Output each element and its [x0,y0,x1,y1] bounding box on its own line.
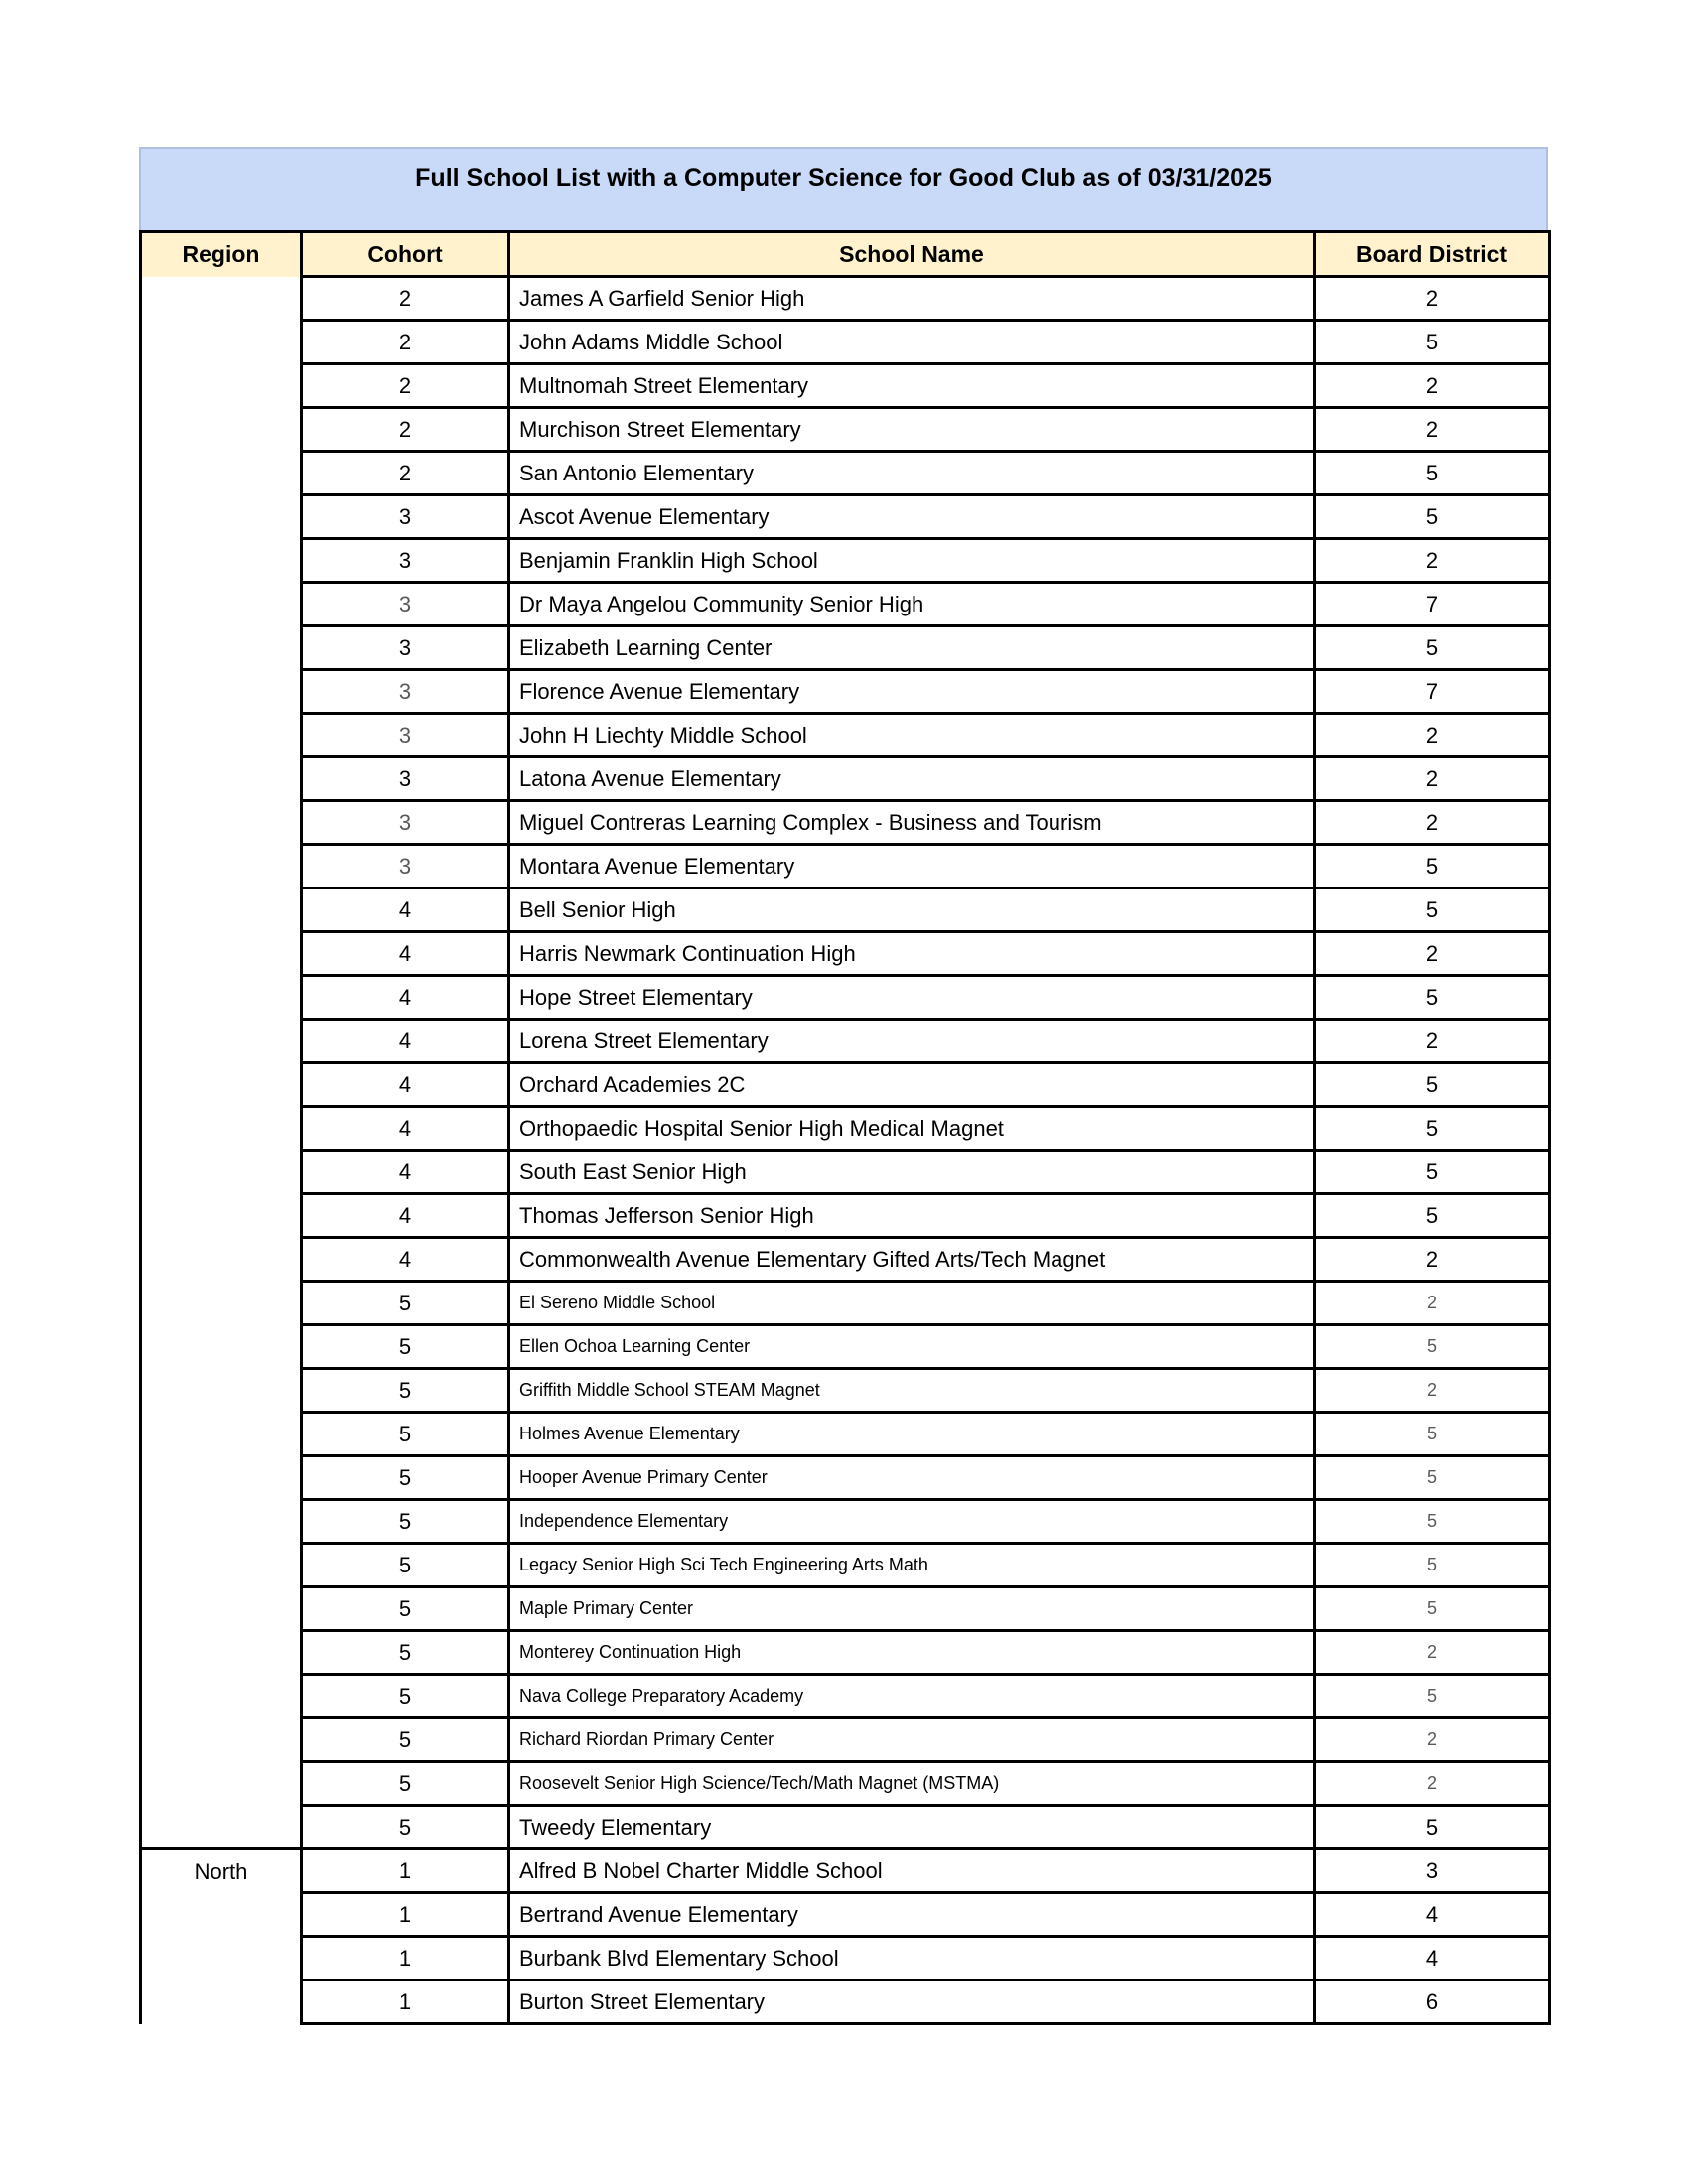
school-name-cell: Monterey Continuation High [509,1631,1315,1675]
school-name-cell: Dr Maya Angelou Community Senior High [509,583,1315,626]
school-name-cell: El Sereno Middle School [509,1282,1315,1325]
board-district-cell: 3 [1315,1849,1550,1893]
board-district-cell: 5 [1315,1107,1550,1151]
cohort-cell: 4 [302,932,509,976]
column-header-school-name: School Name [509,232,1315,277]
school-name-cell: John Adams Middle School [509,321,1315,364]
school-name-cell: Murchison Street Elementary [509,408,1315,452]
board-district-cell: 7 [1315,583,1550,626]
cohort-cell: 2 [302,408,509,452]
table-row [141,277,1550,321]
table-row [141,452,1550,495]
school-name-cell: Montara Avenue Elementary [509,845,1315,888]
board-district-cell: 5 [1315,1413,1550,1456]
school-name-cell: Bell Senior High [509,888,1315,932]
school-name-cell: Harris Newmark Continuation High [509,932,1315,976]
table-row [141,757,1550,801]
school-name-cell: Maple Primary Center [509,1587,1315,1631]
cohort-cell: 3 [302,626,509,670]
cohort-cell: 3 [302,670,509,714]
board-district-cell: 2 [1315,1282,1550,1325]
board-district-cell: 7 [1315,670,1550,714]
cohort-cell: 4 [302,1020,509,1063]
school-name-cell: South East Senior High [509,1151,1315,1194]
board-district-cell: 5 [1315,1587,1550,1631]
school-name-cell: Alfred B Nobel Charter Middle School [509,1849,1315,1893]
school-name-cell: Commonwealth Avenue Elementary Gifted Arts/Tech Magnet [509,1238,1315,1282]
table-row [141,1107,1550,1151]
table-row [141,1849,1550,1893]
school-name-cell: Orchard Academies 2C [509,1063,1315,1107]
board-district-cell: 2 [1315,408,1550,452]
cohort-cell: 4 [302,976,509,1020]
cohort-cell: 2 [302,452,509,495]
table-row [141,1194,1550,1238]
cohort-cell: 5 [302,1325,509,1369]
cohort-cell: 4 [302,1151,509,1194]
table-row [141,1500,1550,1544]
school-name-cell: Florence Avenue Elementary [509,670,1315,714]
board-district-cell: 4 [1315,1893,1550,1937]
school-name-cell: Burbank Blvd Elementary School [509,1937,1315,1980]
school-name-cell: Miguel Contreras Learning Complex - Business and Tourism [509,801,1315,845]
board-district-cell: 5 [1315,1500,1550,1544]
cohort-cell: 1 [302,1893,509,1937]
cohort-cell: 5 [302,1369,509,1413]
table-row [141,1893,1550,1937]
table-row [141,408,1550,452]
board-district-cell: 2 [1315,1369,1550,1413]
board-district-cell: 4 [1315,1937,1550,1980]
cohort-cell: 5 [302,1587,509,1631]
cohort-cell: 5 [302,1544,509,1587]
school-name-cell: Hope Street Elementary [509,976,1315,1020]
table-row [141,1456,1550,1500]
table-row [141,583,1550,626]
column-header-region: Region [141,232,302,277]
table-row [141,1020,1550,1063]
school-name-cell: Hooper Avenue Primary Center [509,1456,1315,1500]
cohort-cell: 4 [302,888,509,932]
board-district-cell: 5 [1315,1151,1550,1194]
cohort-cell: 3 [302,539,509,583]
table-row [141,1151,1550,1194]
board-district-cell: 5 [1315,495,1550,539]
table-row [141,932,1550,976]
board-district-cell: 2 [1315,364,1550,408]
cohort-cell: 1 [302,1937,509,1980]
cohort-cell: 2 [302,277,509,321]
school-name-cell: Tweedy Elementary [509,1806,1315,1849]
table-row [141,1806,1550,1849]
table-row [141,495,1550,539]
cohort-cell: 3 [302,583,509,626]
table-row [141,626,1550,670]
school-name-cell: Benjamin Franklin High School [509,539,1315,583]
board-district-cell: 2 [1315,1718,1550,1762]
cohort-cell: 4 [302,1063,509,1107]
school-name-cell: Holmes Avenue Elementary [509,1413,1315,1456]
board-district-cell: 2 [1315,1238,1550,1282]
board-district-cell: 5 [1315,1325,1550,1369]
cohort-cell: 5 [302,1806,509,1849]
board-district-cell: 5 [1315,976,1550,1020]
table-body [141,277,1550,2024]
board-district-cell: 2 [1315,1762,1550,1806]
cohort-cell: 5 [302,1413,509,1456]
cohort-cell: 4 [302,1107,509,1151]
table-row [141,1631,1550,1675]
spreadsheet [139,147,1548,2025]
school-name-cell: Independence Elementary [509,1500,1315,1544]
school-name-cell: Elizabeth Learning Center [509,626,1315,670]
school-name-cell: Latona Avenue Elementary [509,757,1315,801]
sheet-title: Full School List with a Computer Science for Good Club as of 03/31/2025 [139,147,1548,230]
table-row [141,1937,1550,1980]
cohort-cell: 2 [302,321,509,364]
cohort-cell: 4 [302,1194,509,1238]
region-cell: North [141,1849,302,2024]
table-row [141,714,1550,757]
school-name-cell: Ascot Avenue Elementary [509,495,1315,539]
table-row [141,1980,1550,2024]
cohort-cell: 3 [302,495,509,539]
board-district-cell: 2 [1315,932,1550,976]
school-name-cell: Richard Riordan Primary Center [509,1718,1315,1762]
board-district-cell: 2 [1315,714,1550,757]
column-header-cohort: Cohort [302,232,509,277]
cohort-cell: 5 [302,1718,509,1762]
board-district-cell: 2 [1315,277,1550,321]
board-district-cell: 2 [1315,1631,1550,1675]
table-row [141,321,1550,364]
school-name-cell: Ellen Ochoa Learning Center [509,1325,1315,1369]
table-row [141,1369,1550,1413]
board-district-cell: 5 [1315,1456,1550,1500]
school-name-cell: Roosevelt Senior High Science/Tech/Math Magnet (MSTMA) [509,1762,1315,1806]
school-name-cell: Lorena Street Elementary [509,1020,1315,1063]
region-cell [141,277,302,1849]
school-name-cell: Orthopaedic Hospital Senior High Medical Magnet [509,1107,1315,1151]
cohort-cell: 5 [302,1456,509,1500]
board-district-cell: 2 [1315,757,1550,801]
table-row [141,845,1550,888]
board-district-cell: 5 [1315,888,1550,932]
table-row [141,1282,1550,1325]
school-name-cell: James A Garfield Senior High [509,277,1315,321]
school-name-cell: Nava College Preparatory Academy [509,1675,1315,1718]
cohort-cell: 5 [302,1282,509,1325]
school-name-cell: Griffith Middle School STEAM Magnet [509,1369,1315,1413]
school-table [139,230,1551,2025]
school-name-cell: Burton Street Elementary [509,1980,1315,2024]
cohort-cell: 1 [302,1849,509,1893]
table-row [141,1238,1550,1282]
table-row [141,801,1550,845]
board-district-cell: 2 [1315,801,1550,845]
cohort-cell: 3 [302,801,509,845]
school-name-cell: Thomas Jefferson Senior High [509,1194,1315,1238]
table-row [141,670,1550,714]
cohort-cell: 4 [302,1238,509,1282]
board-district-cell: 5 [1315,1544,1550,1587]
cohort-cell: 5 [302,1762,509,1806]
cohort-cell: 3 [302,757,509,801]
school-name-cell: John H Liechty Middle School [509,714,1315,757]
cohort-cell: 3 [302,714,509,757]
board-district-cell: 2 [1315,1020,1550,1063]
header-row [141,232,1550,277]
table-row [141,1718,1550,1762]
board-district-cell: 5 [1315,452,1550,495]
table-row [141,1762,1550,1806]
board-district-cell: 5 [1315,1806,1550,1849]
table-row [141,364,1550,408]
table-row [141,1544,1550,1587]
school-name-cell: Bertrand Avenue Elementary [509,1893,1315,1937]
table-row [141,976,1550,1020]
table-row [141,1675,1550,1718]
table-row [141,1413,1550,1456]
cohort-cell: 3 [302,845,509,888]
board-district-cell: 2 [1315,539,1550,583]
school-name-cell: San Antonio Elementary [509,452,1315,495]
cohort-cell: 2 [302,364,509,408]
cohort-cell: 5 [302,1675,509,1718]
school-name-cell: Legacy Senior High Sci Tech Engineering Arts Math [509,1544,1315,1587]
board-district-cell: 6 [1315,1980,1550,2024]
cohort-cell: 5 [302,1631,509,1675]
table-row [141,539,1550,583]
board-district-cell: 5 [1315,321,1550,364]
board-district-cell: 5 [1315,1675,1550,1718]
cohort-cell: 1 [302,1980,509,2024]
board-district-cell: 5 [1315,845,1550,888]
cohort-cell: 5 [302,1500,509,1544]
table-row [141,1063,1550,1107]
school-name-cell: Multnomah Street Elementary [509,364,1315,408]
table-row [141,1587,1550,1631]
column-header-board-district: Board District [1315,232,1550,277]
board-district-cell: 5 [1315,1194,1550,1238]
board-district-cell: 5 [1315,1063,1550,1107]
table-row [141,1325,1550,1369]
table-row [141,888,1550,932]
board-district-cell: 5 [1315,626,1550,670]
